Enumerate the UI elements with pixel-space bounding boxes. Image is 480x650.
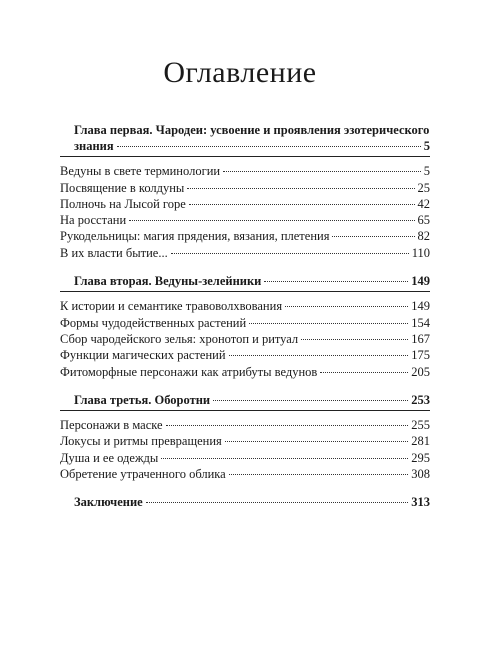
toc-entry-page: 65: [417, 213, 430, 228]
conclusion-page: 313: [411, 495, 430, 510]
chapter-1-heading-row: [60, 138, 430, 154]
toc-entry-label: Формы чудодейственных растений: [60, 315, 247, 330]
toc-entry-page: 149: [411, 299, 430, 314]
chapter-2: [60, 273, 430, 380]
toc-entry-page: 42: [417, 196, 430, 211]
chapter-3: [60, 392, 430, 482]
toc-entry: [60, 180, 430, 196]
conclusion-label: Заключение: [74, 495, 143, 510]
toc-entry-label: Полночь на Лысой горе: [60, 196, 186, 211]
leader-dots: [264, 281, 408, 282]
toc-entry-label: К истории и семантике травоволхвования: [60, 299, 283, 314]
chapter-1-page: 5: [423, 139, 430, 153]
chapter-1-rule: [60, 156, 430, 157]
leader-dots: [171, 253, 409, 254]
table-of-contents: [60, 123, 430, 514]
leader-dots: [213, 400, 408, 401]
toc-entry: [60, 163, 430, 179]
chapter-2-heading: Глава вторая. Ведуны-зелейники: [74, 274, 262, 289]
chapter-3-heading: Глава третья. Оборотни: [74, 392, 211, 407]
toc-entry-label: На росстани: [60, 213, 127, 228]
toc-entry-label: Посвящение в колдуны: [60, 180, 185, 195]
toc-entry: [60, 364, 430, 380]
leader-dots: [229, 355, 409, 356]
leader-dots: [285, 306, 408, 307]
toc-entry: [60, 196, 430, 212]
chapter-2-rule: [60, 291, 430, 292]
chapter-3-heading-row: [60, 392, 430, 408]
chapter-1: [60, 123, 430, 261]
spacer: [60, 485, 430, 494]
toc-entry: [60, 228, 430, 244]
toc-entry-label: Локусы и ритмы превращения: [60, 434, 222, 449]
leader-dots: [129, 220, 414, 221]
toc-entry-page: 25: [417, 180, 430, 195]
toc-entry-label: Фитоморфные персонажи как атрибуты ведунов: [60, 364, 318, 379]
leader-dots: [117, 146, 421, 147]
chapter-2-page: 149: [411, 274, 430, 289]
toc-entry-label: Функции магических растений: [60, 348, 226, 363]
spacer: [60, 383, 430, 392]
page-title: Оглавление: [163, 56, 317, 89]
leader-dots: [225, 441, 408, 442]
leader-dots: [189, 204, 415, 205]
leader-dots: [187, 188, 414, 189]
toc-entry-label: Обретение утраченного облика: [60, 467, 226, 482]
leader-dots: [229, 474, 409, 475]
toc-entry-page: 175: [411, 348, 430, 363]
chapter-3-items: [60, 417, 430, 482]
toc-entry: [60, 245, 430, 261]
chapter-2-items: [60, 298, 430, 379]
toc-entry: [60, 466, 430, 482]
toc-entry-page: 281: [411, 434, 430, 449]
chapter-1-heading-line1: Глава первая. Чародеи: усвоение и проявления эзотерического: [74, 123, 430, 137]
spacer: [60, 264, 430, 273]
leader-dots: [332, 236, 414, 237]
leader-dots: [166, 425, 409, 426]
toc-entry-page: 308: [411, 467, 430, 482]
toc-entry-page: 205: [411, 364, 430, 379]
toc-entry: [60, 298, 430, 314]
toc-entry: [60, 315, 430, 331]
toc-entry-page: 167: [411, 331, 430, 346]
toc-entry-label: Сбор чародейского зелья: хронотоп и ритуал: [60, 331, 299, 346]
chapter-1-heading-line2: знания: [74, 139, 114, 153]
leader-dots: [146, 502, 409, 503]
chapter-3-rule: [60, 410, 430, 411]
chapter-1-heading: [60, 123, 430, 138]
toc-entry: [60, 417, 430, 433]
toc-entry-page: 110: [411, 245, 430, 260]
chapter-2-heading-row: [60, 273, 430, 289]
toc-entry: [60, 212, 430, 228]
toc-entry: [60, 331, 430, 347]
toc-entry: [60, 450, 430, 466]
toc-entry-page: 5: [423, 164, 430, 179]
chapter-1-items: [60, 163, 430, 261]
toc-entry-label: Ведуны в свете терминологии: [60, 164, 221, 179]
toc-entry-label: В их власти бытие...: [60, 245, 168, 260]
leader-dots: [301, 339, 408, 340]
chapter-3-page: 253: [411, 392, 430, 407]
conclusion: [60, 494, 430, 510]
toc-entry-label: Персонажи в маске: [60, 418, 163, 433]
leader-dots: [249, 323, 408, 324]
conclusion-row: [60, 494, 430, 510]
toc-entry: [60, 347, 430, 363]
toc-entry-page: 255: [411, 418, 430, 433]
toc-entry: [60, 433, 430, 449]
leader-dots: [223, 171, 421, 172]
toc-entry-page: 82: [417, 229, 430, 244]
leader-dots: [320, 372, 408, 373]
toc-entry-label: Душа и ее одежды: [60, 450, 159, 465]
toc-entry-page: 154: [411, 315, 430, 330]
leader-dots: [161, 458, 408, 459]
toc-entry-label: Рукодельницы: магия прядения, вязания, плетения: [60, 229, 330, 244]
toc-entry-page: 295: [411, 450, 430, 465]
